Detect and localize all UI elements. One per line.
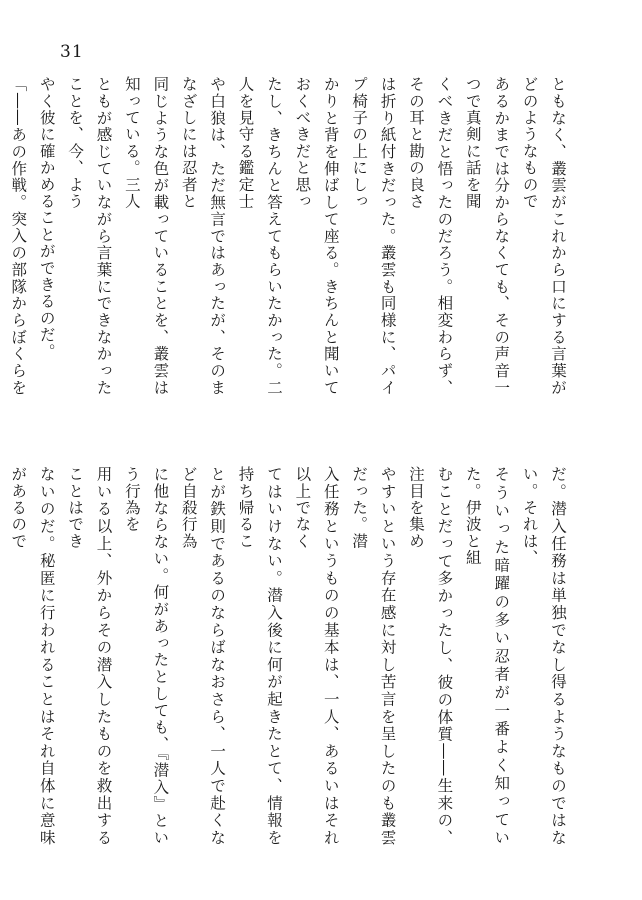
text-line: そういった暗躍の多い忍者が一番よく知っていた。伊波と組 [463, 466, 511, 846]
text-line: に他ならない。何があったとしても、『潜入』という行為を [122, 466, 170, 846]
text-line: たし、きちんと答えてもらいたかった。二人を見守る鑑定士 [236, 76, 283, 396]
text-line: 入任務というものの基本は、一人、あるいはそれ以上でなく [293, 466, 340, 846]
text-line: ともが感じていながら言葉にできなかったことを、今、よう [66, 76, 113, 396]
text-line: とが鉄則であるのならばなおさら、一人で赴くなど自殺行為 [179, 466, 227, 846]
text-line: 用いる以上、外からその潜入したものを救出することはでき [66, 466, 113, 846]
text-line: 「――あの作戦。突入の部隊からぼくらを [9, 76, 28, 396]
text-line: てはいけない。潜入後に何が起きたとて、情報を持ち帰るこ [236, 466, 283, 846]
page-number: 31 [60, 42, 84, 62]
text-line: むことだって多かったし、彼の体質――生来の、注目を集め [406, 466, 454, 846]
text-line: やすいという存在感に対し苦言を呈したのも叢雲だった。潜 [350, 466, 397, 846]
text-line: やく彼に確かめることができるのだ。 [37, 76, 56, 360]
lower-text-block [9, 466, 572, 846]
text-line: あるかまでは分からなくても、その声音一つで真剣に話を聞 [463, 76, 511, 396]
text-line [0, 466, 4, 846]
text-line: かりと背を伸ばして座る。きちんと聞いておくべきだと思っ [293, 76, 340, 396]
text-line: くべきだと悟ったのだろう。相変わらず、その耳と勘の良さ [406, 76, 454, 396]
text-line: や白狼は、ただ無言ではあったが、そのまなざしには忍者と [179, 76, 227, 396]
text-line: は折り紙付きだった。叢雲も同様に、パイプ椅子の上にしっ [350, 76, 397, 396]
text-line: ないのだ。秘匿に行われることはそれ自体に意味があるので [9, 466, 56, 846]
text-line: 同じような色が載っていることを、叢雲は知っている。三人 [122, 76, 170, 396]
upper-text-block [9, 76, 572, 396]
text-line: ともなく、叢雲がこれから口にする言葉がどのようなもので [520, 76, 567, 396]
text-line: だ。潜入任務は単独でなし得るようなものではない。それは、 [520, 466, 567, 846]
